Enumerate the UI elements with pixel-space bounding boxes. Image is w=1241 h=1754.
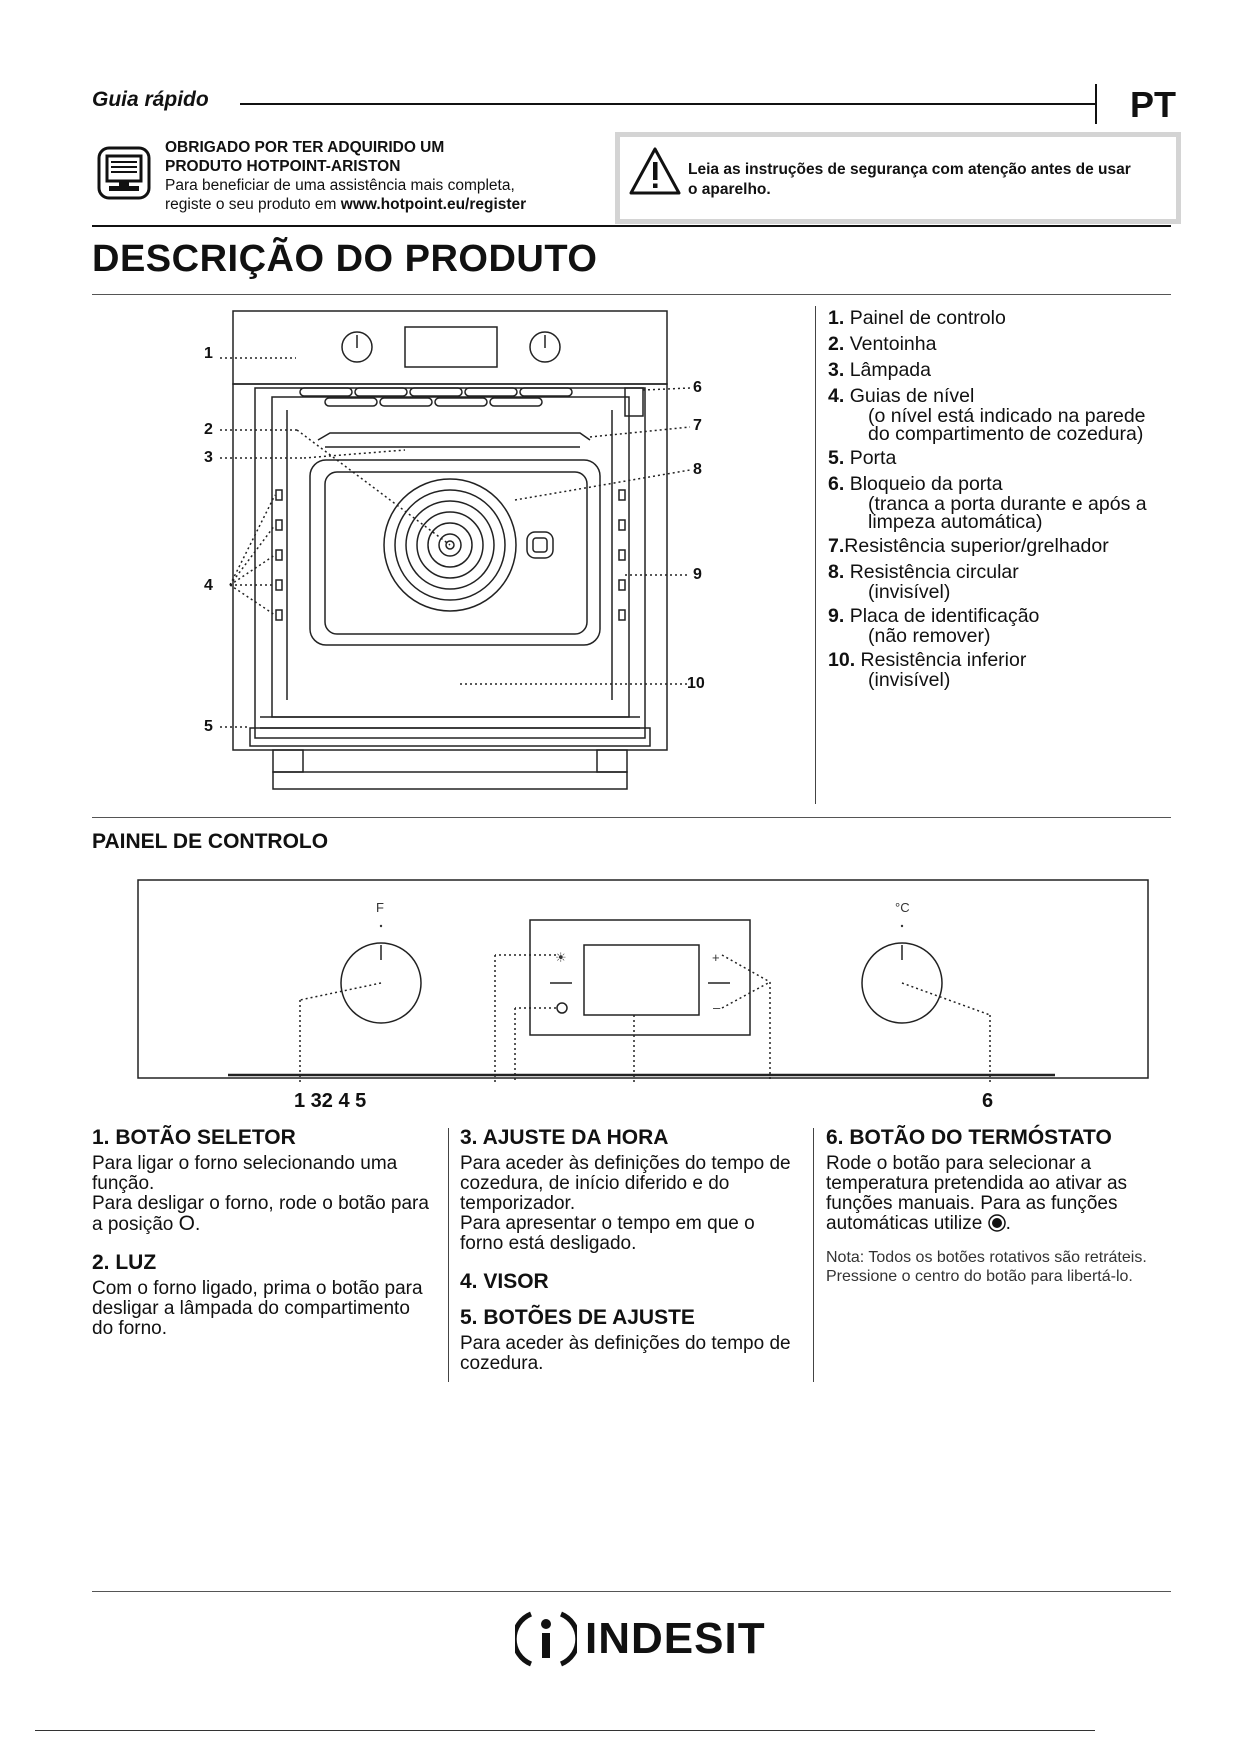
brand-name: INDESIT — [585, 1614, 766, 1663]
header-tick — [1095, 84, 1097, 124]
callout-5: 5 — [204, 718, 213, 735]
registration-register-line — [165, 195, 605, 214]
part-item: 2. Ventoinha — [828, 333, 937, 355]
control-panel-diagram — [120, 870, 1160, 1120]
clock-text-2: Para apresentar o tempo em que o forno está desligado. — [460, 1213, 755, 1254]
column-clock-display — [460, 1128, 800, 1374]
section-top-rule — [92, 225, 1171, 227]
thermostat-text: Rode o botão para selecionar a temperatura pretendida ao ativar as funções manuais. Para as funções automáticas utilize . — [826, 1153, 1128, 1234]
callout-8: 8 — [693, 461, 702, 478]
heading-adjust-buttons: 5. BOTÕES DE AJUSTE — [460, 1306, 695, 1329]
registration-benefit: Para beneficiar de uma assistência mais completa, — [165, 177, 515, 194]
column-thermostat — [826, 1128, 1171, 1286]
callout-9: 9 — [693, 566, 702, 583]
registration-thanks-2: PRODUTO HOTPOINT-ARISTON — [165, 158, 401, 175]
retractable-knobs-note: Nota: Todos os botões rotativos são retráteis. Pressione o centro do botão para libertá-lo. — [826, 1249, 1147, 1285]
language-code: PT — [1130, 84, 1177, 125]
computer-monitor-icon — [96, 145, 152, 201]
parts-divider — [815, 306, 816, 804]
panel-legend-left: 1 32 4 5 — [294, 1090, 367, 1112]
selector-text-1: Para ligar o forno selecionando uma função. — [92, 1153, 398, 1194]
thermostat-f-label: F — [376, 900, 384, 915]
adjust-text: Para aceder às definições do tempo de cozedura. — [460, 1333, 791, 1374]
control-panel-title: PAINEL DE CONTROLO — [92, 830, 329, 853]
heading-light: 2. LUZ — [92, 1251, 157, 1274]
heading-thermostat: 6. BOTÃO DO TERMÓSTATO — [826, 1126, 1112, 1149]
part-item: 3. Lâmpada — [828, 359, 932, 381]
oven-diagram — [185, 300, 725, 800]
guide-title: Guia rápido — [92, 88, 209, 111]
registration-thanks-1: OBRIGADO POR TER ADQUIRIDO UM — [165, 139, 445, 156]
part-item: 7.Resistência superior/grelhador — [828, 535, 1109, 557]
auto-function-icon — [988, 1214, 1006, 1232]
temperature-unit-label: °C — [895, 900, 910, 915]
heading-selector-knob: 1. BOTÃO SELETOR — [92, 1126, 296, 1149]
part-item: 6. Bloqueio da porta (tranca a porta durante e após a limpeza automática) — [828, 473, 1147, 533]
safety-warning-text — [688, 160, 1168, 200]
callout-1: 1 — [204, 345, 213, 362]
panel-section-rule — [92, 817, 1171, 818]
svg-text:+: + — [712, 950, 720, 965]
heading-clock: 3. AJUSTE DA HORA — [460, 1126, 669, 1149]
footer-rule — [92, 1591, 1171, 1592]
safety-warning-line-1: Leia as instruções de segurança com atenção antes de usar — [688, 161, 1131, 178]
off-position-icon: O — [178, 1212, 195, 1235]
callout-10: 10 — [687, 675, 705, 692]
callout-6: 6 — [693, 379, 702, 396]
panel-legend-right: 6 — [982, 1090, 994, 1112]
section-title-rule — [92, 294, 1171, 295]
header-rule — [240, 103, 1095, 105]
svg-text:☀: ☀ — [555, 950, 567, 965]
safety-warning-line-2: o aparelho. — [688, 181, 771, 198]
parts-list — [828, 306, 1218, 692]
clock-text-1: Para aceder às definições do tempo de cozedura, de início diferido e do temporizador. — [460, 1153, 791, 1214]
part-item: 9. Placa de identificação (não remover) — [828, 605, 1040, 647]
callout-4: 4 — [204, 577, 213, 594]
registration-register-prefix: registe o seu produto em — [165, 196, 341, 213]
part-item: 8. Resistência circular (invisível) — [828, 561, 1019, 603]
diagram-control-panel — [233, 311, 667, 384]
heading-display: 4. VISOR — [460, 1270, 549, 1293]
indesit-i-logo-icon — [515, 1608, 577, 1670]
page-bottom-rule — [35, 1730, 1095, 1731]
brand-logo — [515, 1608, 766, 1670]
part-item: 10. Resistência inferior (invisível) — [828, 649, 1027, 691]
callout-2: 2 — [204, 421, 213, 438]
registration-url-link[interactable]: www.hotpoint.eu/register — [340, 196, 527, 213]
section-title: DESCRIÇÃO DO PRODUTO — [92, 238, 598, 280]
registration-text — [165, 138, 605, 214]
panel-outline — [138, 880, 1148, 1078]
part-item: 4. Guias de nível (o nível está indicado na parede do compartimento de cozedura) — [828, 385, 1146, 445]
column-divider-1 — [448, 1128, 449, 1382]
svg-text:–: – — [713, 1000, 721, 1015]
light-text: Com o forno ligado, prima o botão para desligar a lâmpada do compartimento do forno. — [92, 1278, 423, 1339]
part-item: 5. Porta — [828, 447, 897, 469]
part-item: 1. Painel de controlo — [828, 307, 1006, 329]
column-selector-light — [92, 1128, 432, 1339]
column-divider-2 — [813, 1128, 814, 1382]
callout-7: 7 — [693, 417, 702, 434]
selector-text-2: Para desligar o forno, rode o botão para a posição O. — [92, 1193, 429, 1235]
callout-3: 3 — [204, 449, 213, 466]
warning-triangle-icon — [628, 146, 682, 196]
